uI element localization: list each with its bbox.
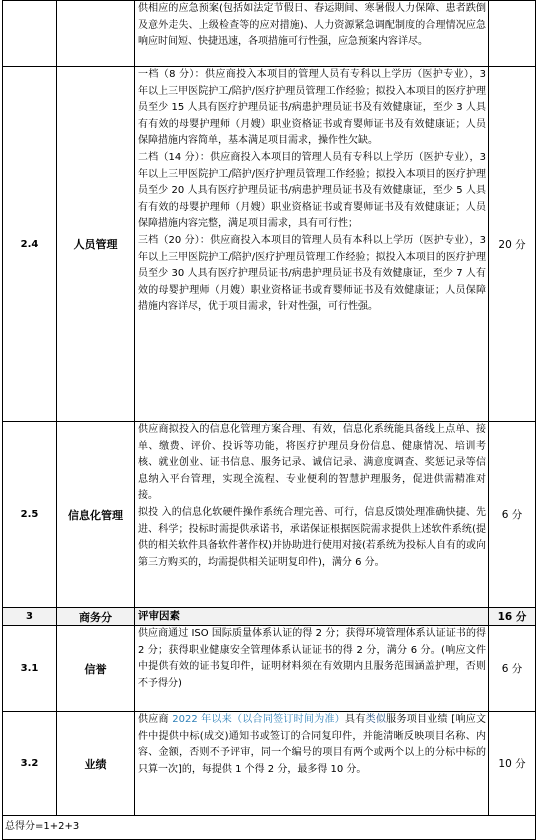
criteria-highlight-similar: 类似 — [365, 714, 387, 725]
criteria-tier-3: 三档（20 分）：供应商投入本项目的管理人员有本科以上学历（医护专业），3 年以上三甲医院护工/陪护/医疗护理员管理工作经验；拟投入本项目的医疗护理员至少 30 人具有医疗护理员证书/病患护理员证书及有效健康证，至少 7 人有效的母婴护理师（月嫂）职业资格证书或育婴师证书及有效健康证；人员保障措施内容详尽，优于项目需求，针对性强，可行性强。 — [138, 234, 486, 313]
section-name-cell: 商务分 — [57, 608, 135, 626]
score-cell: 10 分 — [489, 712, 536, 816]
row-number-cell: 3.2 — [3, 712, 57, 816]
table-row — [3, 1, 536, 67]
table-row — [3, 626, 536, 712]
row-item-cell: 信誉 — [57, 626, 135, 712]
score-cell — [489, 1, 536, 67]
table-row — [3, 712, 536, 816]
section-header-row — [3, 608, 536, 626]
score-cell: 6 分 — [489, 422, 536, 608]
row-number-cell: 3.1 — [3, 626, 57, 712]
criteria-tier-2: 二档（14 分）：供应商投入本项目的管理人员有专科以上学历（医护专业），3 年以上三甲医院护工/陪护/医疗护理员管理工作经验；拟投入本项目的医疗护理员至少 20 人具有医疗护理员证书/病患护理员证书及有效健康证，至少 5 人具有有效的母婴护理师（月嫂）职业资格证书或育婴师证书及有效健康证；人员保障措施内容完整，满足项目需求，具有可行性； — [138, 151, 486, 230]
score-cell: 20 分 — [489, 67, 536, 422]
criteria-cell — [135, 626, 489, 712]
row-item-cell: 业绩 — [57, 712, 135, 816]
score-cell: 6 分 — [489, 626, 536, 712]
criteria-tier-1: 一档（8 分）：供应商投入本项目的管理人员有专科以上学历（医护专业），3 年以上三甲医院护工/陪护/医疗护理员管理工作经验；拟投入本项目的医疗护理员至少 15 人具有医疗护理员证书/病患护理员证书及有效健康证，至少 3 人具有有效的母婴护理师（月嫂）职业资格证书或育婴师证书及有效健康证；人员保障措施内容简单，基本满足项目需求，操作性欠缺。 — [138, 69, 486, 147]
row-item-cell: 人员管理 — [57, 67, 135, 422]
criteria-highlight-date: 2022 年以来（以合同签订时间为准） — [172, 714, 346, 725]
criteria-cell — [135, 1, 489, 67]
criteria-para-1: 供应商拟投入的信息化管理方案合理、有效，信息化系统能具备线上点单、接单、缴费、评价、投诉等功能，将医疗护理员身份信息、健康情况、培训考核、就业创业、证书信息、服务记录、诚信记录、满意度调查、奖惩记录等信息纳入平台管理，实现全流程、专业便利的智慧护理服务，促进供需精准对接。 — [138, 424, 486, 502]
criteria-mid: 具有 — [345, 714, 366, 725]
criteria-cell — [135, 67, 489, 422]
criteria-text — [138, 712, 486, 778]
total-row — [3, 816, 536, 840]
criteria-para-2: 拟投 入的信息化软硬件操作系统合理完善、可行，信息反馈处理准确快捷、先进、科学；投标时需提供承诺书，承诺保证根据医院需求提供上述软件系统(提供的相关软件具备软件著作权)并协助进行使用对接(若系统为投标人自有的或向第三方购买的，均需提供相关证明复印件)，满分 6 分。 — [138, 506, 486, 568]
section-number-cell: 3 — [3, 608, 57, 626]
row-number-cell — [3, 1, 57, 67]
section-score-cell: 16 分 — [489, 608, 536, 626]
table-row — [3, 67, 536, 422]
criteria-cell — [135, 422, 489, 608]
scoring-table — [2, 0, 536, 840]
row-item-cell — [57, 1, 135, 67]
criteria-text: 供应商通过 ISO 国际质量体系认证的得 2 分；获得环境管理体系认证证书的得 2 分；获得职业健康安全管理体系认证证书的得 2 分，满分 6 分。(响应文件中提供有效的证书复印件，证明材料须在有效期内且服务范围涵盖护理，否则不予得分) — [138, 628, 486, 689]
row-item-cell: 信息化管理 — [57, 422, 135, 608]
criteria-text: 供相应的应急预案(包括如法定节假日、春运期间、寒暑假人力保障、患者跌倒及意外走失、上级检查等的应对措施)、人力资源紧急调配制度的合理情况应急响应时间短、快捷迅速，各项措施可行性强，应急预案内容详尽。 — [138, 3, 486, 48]
total-score-formula: 总得分=1+2+3 — [3, 816, 536, 840]
table-row — [3, 422, 536, 608]
row-number-cell: 2.5 — [3, 422, 57, 608]
section-criteria-header: 评审因素 — [135, 608, 489, 626]
criteria-lead: 供应商 — [138, 714, 173, 725]
row-number-cell: 2.4 — [3, 67, 57, 422]
criteria-cell — [135, 712, 489, 816]
criteria-rest: 服务项目业绩 [响应文件中提供中标(成交)通知书或签订的合同复印件，并能清晰反映项目名称、内容、金额，否则不予评审，同一个编号的项目有两个或两个以上的分标中标的只算一次]的，每提供 1 个得 2 分，最多得 10 分。 — [138, 714, 487, 775]
